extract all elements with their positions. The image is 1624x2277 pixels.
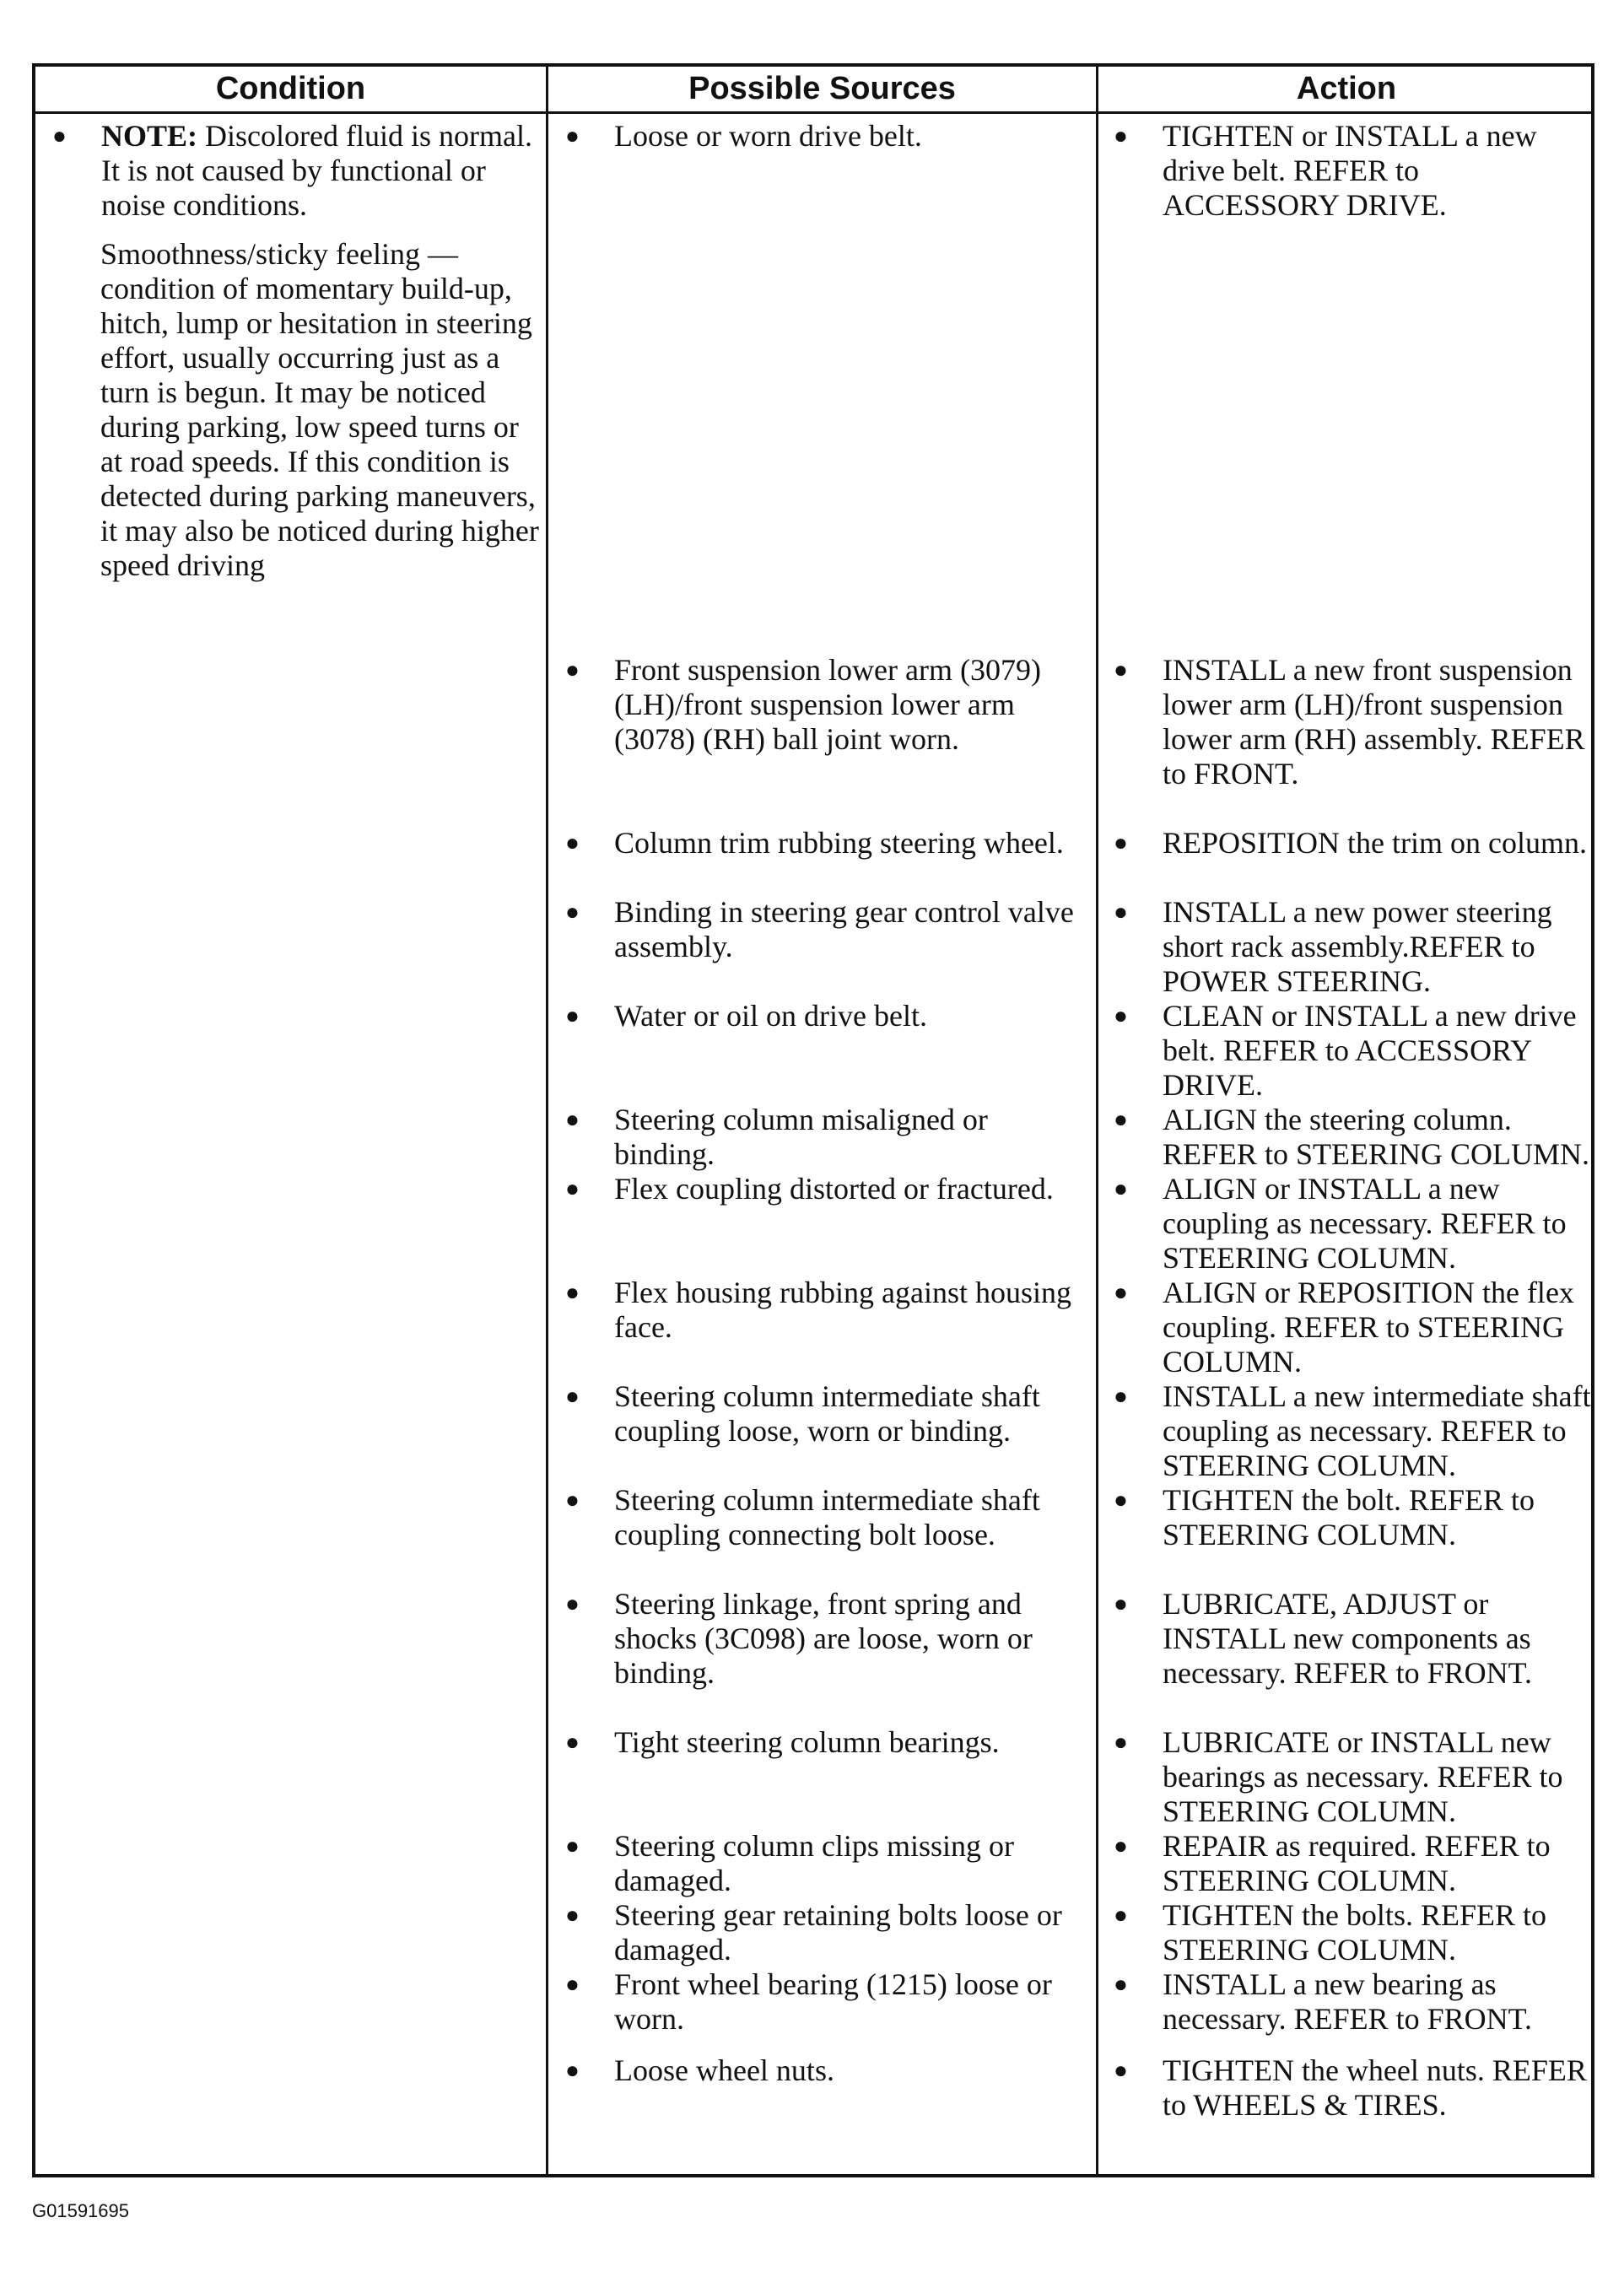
bullet-icon: ● bbox=[1114, 1972, 1128, 1998]
source-item: ● Flex housing rubbing against housing face. bbox=[565, 1276, 1071, 1344]
action-item: ● INSTALL a new power steering short rack assembly.REFER to POWER STEERING. bbox=[1114, 895, 1552, 998]
note-label: NOTE: bbox=[101, 119, 198, 153]
source-item: ● Loose wheel nuts. bbox=[565, 2053, 834, 2087]
source-item: ● Front suspension lower arm (3079) (LH)/front suspension lower arm (3078) (RH) ball joint worn. bbox=[565, 653, 1041, 756]
bullet-icon: ● bbox=[565, 830, 580, 856]
action-item: ● LUBRICATE, ADJUST or INSTALL new components as necessary. REFER to FRONT. bbox=[1114, 1587, 1532, 1690]
action-item: ● INSTALL a new front suspension lower arm (LH)/front suspension lower arm (RH) assembly. REFER to FRONT. bbox=[1114, 653, 1585, 790]
header-action: Action bbox=[1296, 71, 1397, 106]
source-item: ● Steering gear retaining bolts loose or damaged. bbox=[565, 1898, 1062, 1967]
source-item: ● Steering column intermediate shaft coupling connecting bolt loose. bbox=[565, 1483, 1040, 1551]
source-item: ● Steering linkage, front spring and shocks (3C098) are loose, worn or binding. bbox=[565, 1587, 1033, 1690]
bullet-icon: ● bbox=[565, 1902, 580, 1929]
source-item: ● Binding in steering gear control valve assembly. bbox=[565, 895, 1074, 963]
action-item: ● LUBRICATE or INSTALL new bearings as necessary. REFER to STEERING COLUMN. bbox=[1114, 1725, 1563, 1828]
figure-id: G01591695 bbox=[32, 2200, 129, 2221]
bullet-icon: ● bbox=[565, 1176, 580, 1202]
action-item: ● REPOSITION the trim on column. bbox=[1114, 826, 1587, 860]
source-item: ● Column trim rubbing steering wheel. bbox=[565, 826, 1064, 860]
bullet-icon: ● bbox=[565, 1487, 580, 1514]
action-item: ● TIGHTEN the bolts. REFER to STEERING COLUMN. bbox=[1114, 1898, 1546, 1967]
action-item: ● TIGHTEN the bolt. REFER to STEERING COLUMN. bbox=[1114, 1483, 1535, 1551]
bullet-icon: ● bbox=[1114, 657, 1128, 683]
source-item: ● Tight steering column bearings. bbox=[565, 1725, 1000, 1759]
bullet-icon: ● bbox=[1114, 1107, 1128, 1133]
bullet-icon: ● bbox=[52, 123, 67, 149]
bullet-icon: ● bbox=[565, 2058, 580, 2084]
action-item: ● TIGHTEN the wheel nuts. REFER to WHEELS & TIRES. bbox=[1114, 2053, 1587, 2122]
bullet-icon: ● bbox=[1114, 1280, 1128, 1306]
action-item: ● REPAIR as required. REFER to STEERING COLUMN. bbox=[1114, 1829, 1551, 1897]
bullet-icon: ● bbox=[565, 1107, 580, 1133]
bullet-icon: ● bbox=[1114, 2058, 1128, 2084]
header-possible-sources: Possible Sources bbox=[688, 71, 956, 106]
header-condition: Condition bbox=[215, 71, 366, 106]
bullet-icon: ● bbox=[565, 1972, 580, 1998]
source-item: ● Water or oil on drive belt. bbox=[565, 999, 927, 1033]
diagnosis-table bbox=[32, 63, 1594, 2177]
bullet-icon: ● bbox=[1114, 1176, 1128, 1202]
bullet-icon: ● bbox=[1114, 1591, 1128, 1617]
source-item: ● Steering column intermediate shaft coupling loose, worn or binding. bbox=[565, 1379, 1040, 1448]
source-item: ● Steering column misaligned or binding. bbox=[565, 1103, 988, 1171]
bullet-icon: ● bbox=[565, 123, 580, 149]
bullet-icon: ● bbox=[1114, 830, 1128, 856]
bullet-icon: ● bbox=[565, 1833, 580, 1859]
bullet-icon: ● bbox=[1114, 123, 1128, 149]
bullet-icon: ● bbox=[1114, 1003, 1128, 1029]
note-text: Discolored fluid is normal. It is not caused by functional or noise conditions. bbox=[101, 119, 532, 222]
bullet-icon: ● bbox=[565, 1003, 580, 1029]
action-item: ● INSTALL a new bearing as necessary. REFER to FRONT. bbox=[1114, 1967, 1532, 2036]
source-item: ● Front wheel bearing (1215) loose or worn. bbox=[565, 1967, 1052, 2036]
source-item: ● Steering column clips missing or damaged. bbox=[565, 1829, 1014, 1897]
condition-description: Smoothness/sticky feeling — condition of momentary build-up, hitch, lump or hesitation in steering effort, usually occurring just as a turn is begun. It may be noticed during parking, low speed turns or at road speeds. If this condition is detected during parking maneuvers, it may also be noticed during higher speed driving bbox=[100, 237, 539, 582]
bullet-icon: ● bbox=[565, 1729, 580, 1756]
bullet-icon: ● bbox=[1114, 1487, 1128, 1514]
action-item: ● ALIGN or REPOSITION the flex coupling. REFER to STEERING COLUMN. bbox=[1114, 1276, 1574, 1379]
action-item: ● CLEAN or INSTALL a new drive belt. REFER to ACCESSORY DRIVE. bbox=[1114, 999, 1577, 1102]
bullet-icon: ● bbox=[1114, 1902, 1128, 1929]
action-item: ● TIGHTEN or INSTALL a new drive belt. REFER to ACCESSORY DRIVE. bbox=[1114, 119, 1537, 222]
bullet-icon: ● bbox=[565, 1591, 580, 1617]
bullet-icon: ● bbox=[1114, 1833, 1128, 1859]
source-item: ● Flex coupling distorted or fractured. bbox=[565, 1172, 1054, 1206]
bullet-icon: ● bbox=[1114, 1729, 1128, 1756]
bullet-icon: ● bbox=[1114, 1384, 1128, 1410]
source-item: ● Loose or worn drive belt. bbox=[565, 119, 922, 153]
bullet-icon: ● bbox=[1114, 899, 1128, 925]
action-item: ● INSTALL a new intermediate shaft coupling as necessary. REFER to STEERING COLUMN. bbox=[1114, 1379, 1591, 1482]
bullet-icon: ● bbox=[565, 1384, 580, 1410]
bullet-icon: ● bbox=[565, 657, 580, 683]
action-item: ● ALIGN or INSTALL a new coupling as necessary. REFER to STEERING COLUMN. bbox=[1114, 1172, 1567, 1275]
table-header bbox=[35, 67, 1591, 114]
column-divider bbox=[1096, 67, 1098, 2174]
bullet-icon: ● bbox=[565, 899, 580, 925]
condition-note bbox=[52, 119, 542, 223]
bullet-icon: ● bbox=[565, 1280, 580, 1306]
action-item: ● ALIGN the steering column. REFER to STEERING COLUMN. bbox=[1114, 1103, 1590, 1171]
